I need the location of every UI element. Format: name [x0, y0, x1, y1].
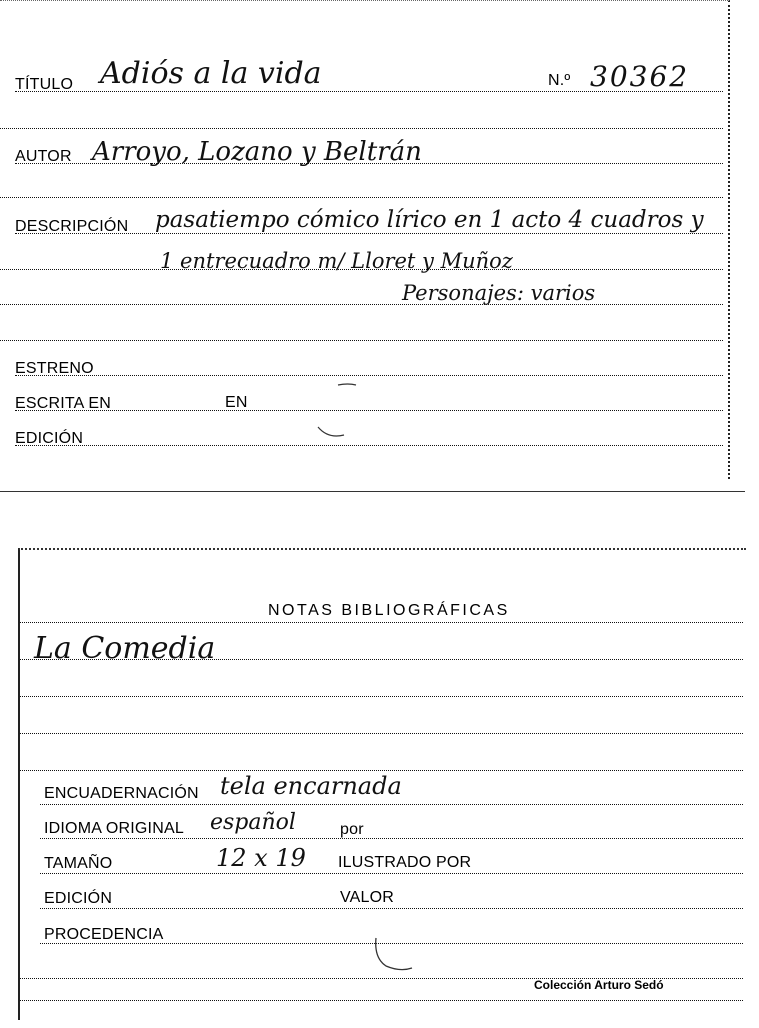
collection-credit: Colección Arturo Sedó — [534, 978, 664, 992]
ruled-line — [20, 1000, 743, 1001]
ruled-line — [20, 733, 743, 734]
edicion-label: EDICIÓN — [15, 430, 84, 447]
ruled-line — [15, 445, 723, 446]
idioma-value: español — [210, 810, 296, 835]
ilustrado-label: ILUSTRADO POR — [338, 854, 472, 871]
catalog-card-back — [18, 548, 746, 1020]
numero-value: 30362 — [590, 60, 690, 93]
titulo-value: Adiós a la vida — [100, 56, 322, 91]
tamano-label: TAMAÑO — [44, 855, 113, 872]
autor-label: AUTOR — [15, 148, 72, 165]
valor-label: VALOR — [340, 889, 395, 906]
ruled-line — [20, 659, 743, 660]
encuadernacion-value: tela encarnada — [220, 772, 402, 800]
ruled-line — [20, 770, 743, 771]
ruled-line — [0, 128, 723, 129]
ruled-line — [20, 696, 743, 697]
ruled-line — [40, 804, 743, 805]
en-label: EN — [225, 394, 248, 411]
descripcion-line2: 1 entrecuadro m/ Lloret y Muñoz — [160, 249, 513, 273]
ruled-line — [40, 838, 743, 839]
estreno-label: ESTRENO — [15, 360, 94, 377]
ruled-line — [0, 197, 723, 198]
ruled-line — [40, 873, 743, 874]
descripcion-line3: Personajes: varios — [402, 281, 596, 305]
descripcion-line1: pasatiempo cómico lírico en 1 acto 4 cuadros y — [155, 207, 704, 233]
edicion-label-back: EDICIÓN — [44, 890, 113, 907]
descripcion-label: DESCRIPCIÓN — [15, 218, 129, 235]
ruled-line — [0, 304, 723, 305]
ruled-line — [15, 375, 723, 376]
escrita-en-label: ESCRITA EN — [15, 395, 111, 412]
tamano-value: 12 x 19 — [216, 844, 306, 872]
punch-hole-mark — [370, 928, 430, 978]
ruled-line — [0, 340, 723, 341]
note-value: La Comedia — [34, 631, 216, 666]
procedencia-label: PROCEDENCIA — [44, 926, 164, 943]
catalog-card-front — [0, 0, 730, 479]
card-separator — [0, 491, 745, 492]
numero-label: N.º — [548, 72, 571, 89]
encuadernacion-label: ENCUADERNACIÓN — [44, 785, 199, 802]
autor-value: Arroyo, Lozano y Beltrán — [92, 137, 422, 167]
punch-hole-mark — [310, 379, 380, 444]
titulo-label: TÍTULO — [15, 76, 74, 93]
ruled-line — [20, 622, 743, 623]
por-label: por — [340, 821, 364, 838]
notas-heading: NOTAS BIBLIOGRÁFICAS — [268, 602, 510, 619]
ruled-line — [40, 908, 743, 909]
idioma-label: IDIOMA ORIGINAL — [44, 820, 184, 837]
